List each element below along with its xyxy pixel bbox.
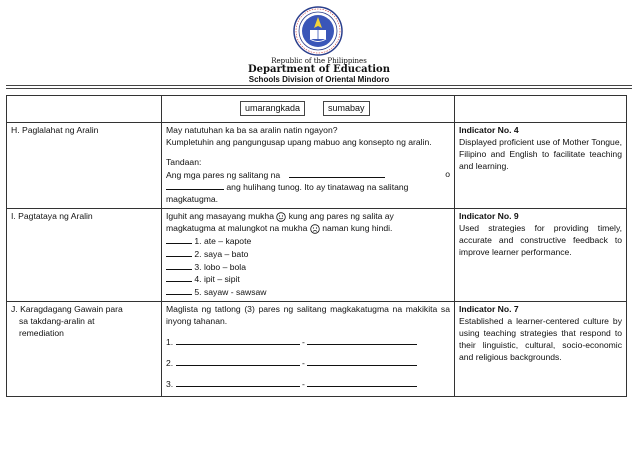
row-label-i: I. Pagtataya ng Aralin bbox=[7, 209, 162, 302]
list-item: 1. ate – kapote bbox=[166, 235, 450, 248]
answer-blank bbox=[176, 357, 300, 366]
list-item: 5. sayaw - sawsaw bbox=[166, 286, 450, 299]
answer-blank bbox=[166, 273, 192, 282]
answer-blank bbox=[307, 336, 417, 345]
division-heading: Schools Division of Oriental Mindoro bbox=[248, 75, 390, 84]
answer-blank bbox=[166, 286, 192, 295]
row-content-i: Iguhit ang masayang mukha kung ang pares ng salita ay magkatugma at malungkot na mukha naman kung hindi. 1. ate – kapote 2. saya – bato 3. lobo – bola 4. ipit – sipit 5. sayaw - sawsaw bbox=[162, 209, 455, 302]
indicator-title: Indicator No. 7 bbox=[459, 304, 519, 315]
happy-face-icon bbox=[276, 212, 286, 222]
list-item: 2. - bbox=[166, 357, 450, 370]
answer-blank bbox=[166, 235, 192, 244]
answer-blank bbox=[289, 169, 385, 178]
list-item: 3. lobo – bola bbox=[166, 261, 450, 274]
indicator-title: Indicator No. 4 bbox=[459, 125, 519, 135]
list-item: 1. - bbox=[166, 336, 450, 349]
indicator-text: Used strategies for providing timely, accurate and constructive feedback to improve learner performance. bbox=[459, 223, 622, 257]
table-row-h bbox=[7, 123, 627, 209]
answer-blank bbox=[307, 378, 417, 387]
table-row-j bbox=[7, 302, 627, 397]
fill-in-line-1: Ang mga pares ng salitang na o bbox=[166, 168, 450, 180]
indicator-cell-i bbox=[455, 209, 627, 302]
table-row-chips bbox=[7, 96, 627, 123]
row-label-j: J. Karagdagang Gawain para sa takdang-aralin at remediation bbox=[7, 302, 162, 397]
instruction: Kumpletuhin ang pangungusap upang mabuo ang konsepto ng aralin. bbox=[166, 136, 432, 147]
header-rule-top bbox=[6, 85, 632, 86]
question: May natutuhan ka ba sa aralin natin ngayon? bbox=[166, 125, 338, 135]
indicator-text: Displayed proficient use of Mother Tongue, Filipino and English to facilitate teaching and learning. bbox=[459, 136, 622, 171]
indicator-text: Established a learner-centered culture by using teaching strategies that respond to their linguistic, cultural, socio-economic and religious backgrounds. bbox=[459, 316, 622, 362]
fill-in-line-2: ang hulihang tunog. Ito ay tinatawag na salitang bbox=[166, 181, 450, 194]
list-item: 3. - bbox=[166, 378, 450, 391]
answer-blank bbox=[176, 378, 300, 387]
word-chip-sumabay: sumabay bbox=[323, 101, 370, 116]
row-content-h: May natutuhan ka ba sa aralin natin ngayon? Kumpletuhin ang pangungusap upang mabuo ang konsepto ng aralin. Tandaan: Ang mga pares ng salitang na o ang hulihang tunog. Ito ay tinatawag na salitang magkatugma. bbox=[162, 123, 455, 209]
header-rule-bottom bbox=[6, 88, 632, 89]
indicator-cell-h bbox=[455, 123, 627, 209]
lesson-plan-table bbox=[6, 95, 627, 397]
tandaan-label: Tandaan: bbox=[166, 156, 202, 167]
indicator-cell-j bbox=[455, 302, 627, 397]
republic-heading: Republic of the Philippines bbox=[271, 57, 367, 65]
deped-seal-logo bbox=[293, 6, 343, 56]
department-heading: Department of Education bbox=[248, 64, 390, 75]
answer-blank bbox=[166, 261, 192, 270]
table-row-i bbox=[7, 209, 627, 302]
sad-face-icon bbox=[310, 224, 320, 234]
instruction: Maglista ng tatlong (3) pares ng salitang magkakatugma na makikita sa inyong tahanan. bbox=[166, 304, 450, 327]
answer-blank bbox=[176, 336, 300, 345]
row-label-h: H. Paglalahat ng Aralin bbox=[7, 123, 162, 209]
answer-blank bbox=[166, 181, 224, 190]
indicator-title: Indicator No. 9 bbox=[459, 211, 519, 222]
answer-blank bbox=[307, 357, 417, 366]
list-item: 2. saya – bato bbox=[166, 248, 450, 261]
answer-blank bbox=[166, 248, 192, 257]
list-item: 4. ipit – sipit bbox=[166, 273, 450, 286]
row-content-j bbox=[162, 302, 455, 397]
word-chip-umarangkada: umarangkada bbox=[240, 101, 305, 116]
